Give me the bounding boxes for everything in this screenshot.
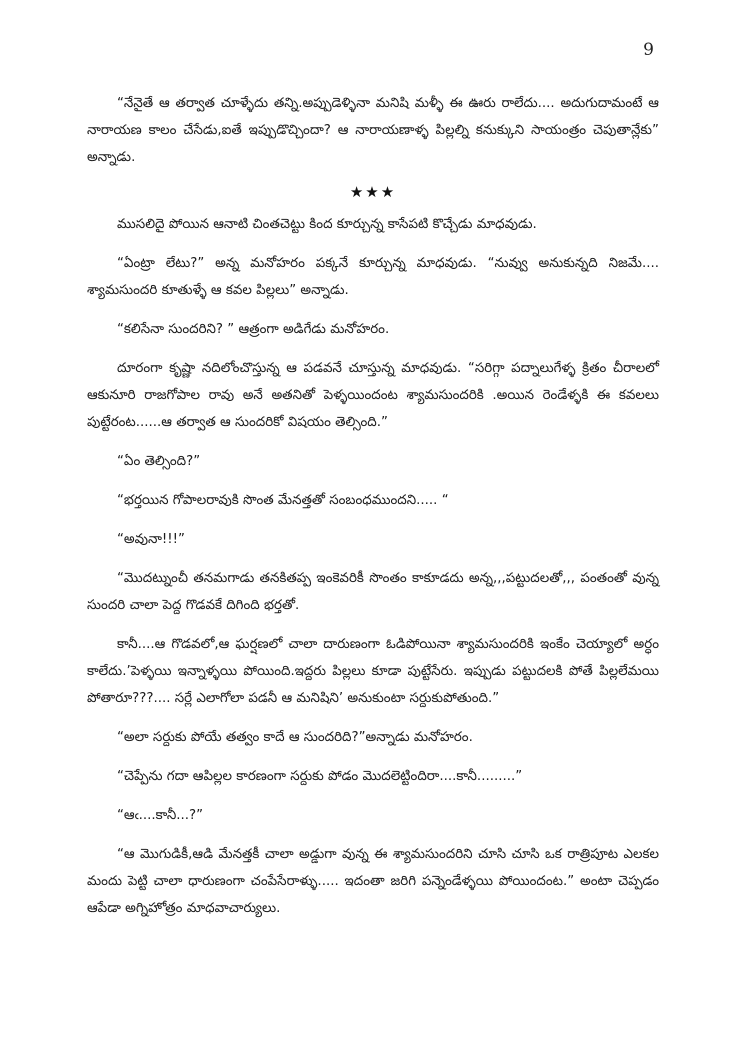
- paragraph-14: “ఆ మొగుడికీ,ఆడి మేనత్తకీ చాలా అడ్డుగా వున్న ఈ శ్యామసుందరిని చూసి చూసి ఒక రాత్రిపూట ఎలకల మందు పెట్టి చాలా ధారుణంగా చంపేసేరాళ్ళు..... ఇదంతా జరిగి పన్నెండేళ్ళయి పోయిందంట.” అంటా చెప్పడం ఆపేడా అగ్నిహోత్రం మాధవాచార్యులు.: [87, 847, 659, 916]
- section-divider: ★★★: [349, 183, 397, 201]
- paragraph-12: “చెప్పేను గదా ఆపిల్లల కారణంగా సర్దుకు పోడం మొదలెట్టిందిరా....కానీ.........”: [117, 769, 523, 784]
- paragraph-1: “నేనైతే ఆ తర్వాత చూళ్ళేదు తన్ని.అప్పుడెళ్ళినా మనిషి మళ్ళీ ఈ ఊరు రాలేదు.... అదుగుదామంటే ఆ నారాయణ కాలం చేసేడు,ఐతే ఇప్పుడొచ్చిందా? ఆ నారాయణాళ్ళ పిల్లల్ని కనుక్కుని సాయంత్రం చెపుతాన్లేకు” అన్నాడు.: [87, 96, 659, 165]
- paragraph-3: “ఏంట్రా లేటు?” అన్న మనోహరం పక్కనే కూర్చున్న మాధవుడు. “నువ్వు అనుకున్నది నిజమే.... శ్యామసుందరి కూతుళ్ళే ఆ కవల పిల్లలు” అన్నాడు.: [87, 256, 659, 298]
- paragraph-5: దూరంగా కృష్ణా నదిలోంచొస్తున్న ఆ పడవనే చూస్తున్న మాధవుడు. “సరిగ్గా పద్నాలుగేళ్ళ క్రితం చీరాలలో ఆకునూరి రాజగోపాల రావు అనే అతనితో పెళ్ళయిందంట శ్యామసుందరికి .అయిన రెండేళ్ళకి ఈ కవలలు పుట్టేరంట......ఆ తర్వాత ఆ సుందరికో విషయం తెల్సింది.”: [87, 361, 659, 430]
- paragraph-2: ముసలిదై పోయిన ఆనాటి చింతచెట్టు కింద కూర్చున్న కాసేపటి కొచ్చేడు మాధవుడు.: [117, 217, 537, 232]
- paragraph-11: “అలా సర్దుకు పోయే తత్వం కాదే ఆ సుందరిది?”అన్నాడు మనోహరం.: [117, 730, 473, 745]
- paragraph-10: కానీ....ఆ గొడవలో,ఆ ఘర్షణలో చాలా దారుణంగా ఓడిపోయినా శ్యామసుందరికి ఇంకేం చెయ్యాలో అర్ధం కాలేదు.’పెళ్ళయి ఇన్నాళ్ళయి పోయింది.ఇద్దరు పిల్లలు కూడా పుట్టేసేరు. ఇప్పుడు పట్టుదలకి పోతే పిల్లలేమయి పోతారూ???.... సర్లే ఎలాగోలా పడనీ ఆ మనిషిని’ అనుకుంటా సర్దుకుపోతుంది.”: [87, 637, 659, 706]
- paragraph-8: “అవునా!!!”: [117, 532, 185, 547]
- paragraph-4: “కలిసేనా సుందరిని? ” ఆత్రంగా అడిగేడు మనోహరం.: [117, 322, 390, 337]
- paragraph-6: “ఏం తెల్సింది?”: [117, 454, 201, 469]
- page-number: 9: [643, 40, 654, 60]
- paragraph-9: “మొదట్నుంచీ తనమగాడు తనకితప్ప ఇంకెవరికీ సొంతం కాకూడదు అన్న,,,పట్టుదలతో,,, పంతంతో వున్న సుందరి చాలా పెద్ద గొడవకే దిగింది భర్తతో.: [87, 571, 659, 613]
- paragraph-7: “భర్తయిన గోపాలరావుకి సొంత మేనత్తతో సంబంధముందని..... “: [117, 493, 449, 508]
- paragraph-13: “ఆఁ....కానీ...?”: [117, 808, 204, 823]
- story-body: [87, 90, 659, 934]
